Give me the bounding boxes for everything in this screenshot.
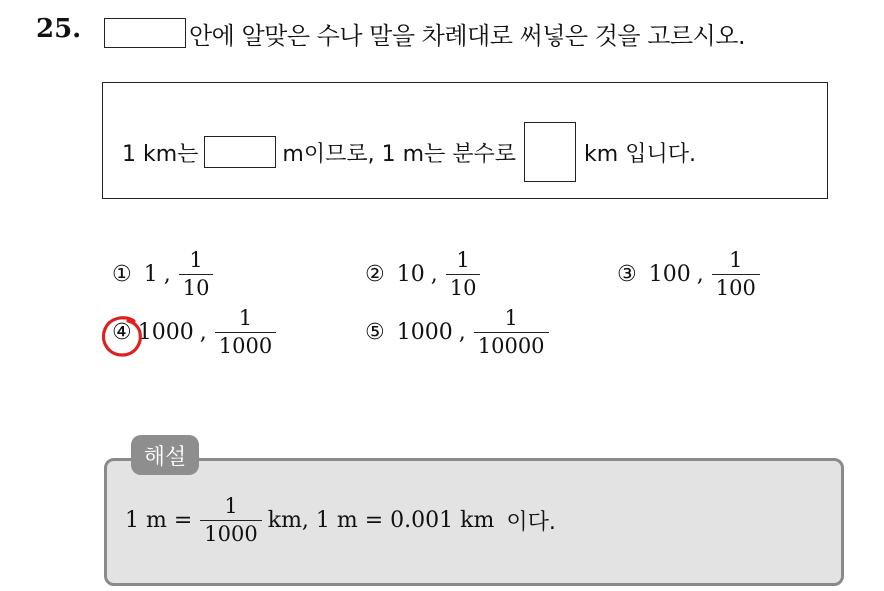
question-instruction: 안에 알맞은 수나 말을 차례대로 써넣은 것을 고르시오. — [189, 22, 746, 50]
explanation-fraction — [200, 496, 261, 545]
option-comma: , — [696, 262, 704, 287]
option-fraction — [474, 308, 549, 357]
option-3[interactable] — [617, 250, 760, 299]
option-marker: ⑤ — [365, 320, 385, 345]
answer-blank-box — [104, 18, 186, 48]
fraction-denominator: 1000 — [200, 520, 261, 545]
statement-line — [122, 122, 696, 182]
fraction-denominator: 100 — [712, 274, 760, 299]
explanation-lhs: 1 m = — [125, 508, 193, 533]
option-value: 1000 — [396, 320, 453, 345]
statement-part2: m이므로, 1 m는 분수로 — [282, 141, 517, 167]
option-marker: ③ — [617, 262, 637, 287]
explanation-rest: km, 1 m = 0.001 km — [267, 508, 495, 533]
option-marker: ② — [365, 262, 385, 287]
fraction-denominator: 1000 — [215, 332, 276, 357]
option-value: 1 — [143, 262, 158, 287]
explanation-ending: 이다. — [506, 510, 556, 535]
fraction-denominator: 10 — [446, 274, 481, 299]
option-fraction — [179, 250, 214, 299]
fraction-numerator: 1 — [504, 306, 518, 330]
option-marker: ① — [112, 262, 132, 287]
explanation-tag: 해설 — [131, 435, 199, 475]
option-comma: , — [163, 262, 171, 287]
option-value: 10 — [396, 262, 425, 287]
selected-answer-circle-icon — [100, 313, 146, 359]
fraction-numerator: 1 — [189, 248, 203, 272]
option-fraction — [446, 250, 481, 299]
option-1[interactable] — [112, 250, 213, 299]
statement-blank-meters — [204, 136, 276, 168]
option-fraction — [712, 250, 760, 299]
statement-part1: 1 km는 — [122, 141, 199, 167]
option-comma: , — [430, 262, 438, 287]
fraction-denominator: 10000 — [474, 332, 549, 357]
fraction-numerator: 1 — [238, 306, 253, 330]
fraction-denominator: 10 — [179, 274, 214, 299]
statement-part3: km 입니다. — [584, 141, 696, 167]
option-value: 100 — [648, 262, 691, 287]
option-comma: , — [458, 320, 466, 345]
statement-blank-fraction — [524, 122, 576, 182]
option-comma: , — [199, 320, 207, 345]
question-number: 25. — [36, 14, 82, 44]
option-2[interactable] — [365, 250, 480, 299]
fraction-numerator: 1 — [729, 248, 743, 272]
fraction-numerator: 1 — [224, 494, 238, 518]
option-marker: ④ — [112, 320, 132, 345]
option-fraction — [215, 308, 276, 357]
explanation-text — [125, 496, 556, 545]
option-5[interactable] — [365, 308, 549, 357]
option-value: 1000 — [137, 320, 194, 345]
fraction-numerator: 1 — [456, 248, 470, 272]
